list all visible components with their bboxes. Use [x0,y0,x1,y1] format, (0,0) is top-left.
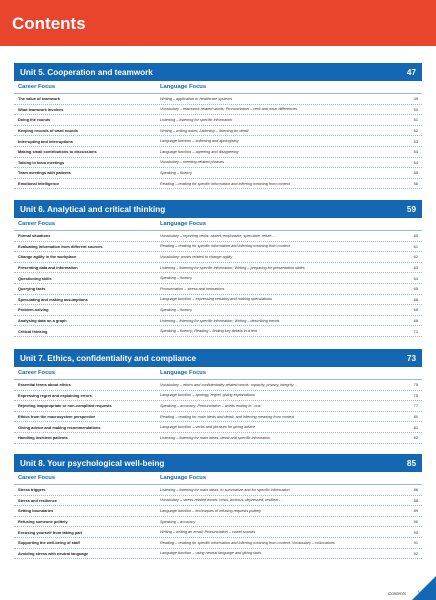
page-number-cell: 80 [413,414,418,420]
table-row [14,549,422,560]
table-row [14,231,422,242]
language-focus-cell: Listening – listening for main ideas, detail and specific information [160,435,271,440]
language-focus-cell: Language function – apology, regret, giving explanations [160,393,255,398]
career-focus-header: Career Focus [18,221,56,227]
page-number-cell: 75 [413,392,418,398]
language-focus-cell: Language function – using neutral language and giving facts [160,551,262,556]
career-focus-cell: Handling insistent patients [18,435,68,441]
table-row [14,496,422,507]
language-focus-cell: Speaking – fluency [160,307,193,312]
page-number-cell: 75 [413,382,418,388]
career-focus-cell: Avoiding stress with neutral language [18,550,89,556]
page-number-cell: 49 [413,96,418,102]
unit-title: Unit 5. Cooperation and teamwork [20,67,153,77]
career-focus-cell: Team meetings with patients [18,170,71,176]
unit-page-number: 73 [406,353,416,363]
career-focus-cell: Expressing regret and explaining errors [18,392,92,398]
career-focus-cell: Stress triggers [18,487,46,493]
language-focus-cell: Listening – listening for specific information; Writing – preparing for presentation slides [160,265,305,270]
career-focus-cell: Keeping records of ward rounds [18,128,78,134]
table-row [14,136,422,147]
language-focus-header: Language Focus [160,475,207,481]
page-number-cell: 55 [413,170,418,176]
language-focus-cell: Language function – agreeing and disagreeing [160,149,239,154]
language-focus-cell: Vocabulary – ethics and confidentiality-related words: capacity, privacy, integrity … [160,382,299,387]
table-row [14,115,422,126]
page-number-cell: 92 [413,550,418,556]
table-row [14,506,422,517]
career-focus-cell: Essential terms about ethics [18,382,71,388]
career-focus-cell: Critical thinking [18,328,48,334]
table-row [14,105,422,116]
page-number-cell: 64 [413,275,418,281]
language-focus-cell: Reading – reading for specific information and inferring meaning from context [160,244,290,249]
language-focus-cell: Speaking – accuracy; Pronunciation – words ending in '-ous' [160,403,262,408]
table-row [14,147,422,158]
career-focus-cell: Giving advice and making recommendations [18,424,101,430]
unit-title-bar [14,200,422,218]
unit-title: Unit 7. Ethics, confidentiality and compliance [20,353,197,363]
table-row [14,158,422,169]
page-number-cell: 54 [413,149,418,155]
page-number-cell: 71 [413,328,418,334]
career-focus-header: Career Focus [18,475,56,481]
career-focus-cell: Supporting the well-being of staff [18,540,80,546]
language-focus-cell: Speaking – accuracy [160,519,196,524]
career-focus-cell: Questioning skills [18,275,52,281]
page-number-cell: 68 [413,307,418,313]
language-focus-cell: Reading – reading for specific information and inferring meaning from context [160,181,290,186]
career-focus-cell: Querying facts [18,286,46,292]
career-focus-cell: Making small contributions to discussions [18,149,97,155]
table-row [14,252,422,263]
unit-section [14,200,422,337]
language-focus-cell: Speaking – fluency; Reading – finding key details in a text [160,329,258,334]
language-focus-cell: Vocabulary – teamwork-related words; Pronunciation – verb and noun differences [160,107,298,112]
corner-decoration [412,576,436,600]
page-number-cell: 53 [413,138,418,144]
table-row [14,538,422,549]
unit-page-number: 47 [406,67,416,77]
career-focus-header: Career Focus [18,84,56,90]
language-focus-cell: Vocabulary – meeting-related phrases [160,160,225,165]
page-footer [0,586,436,600]
page-number-cell: 91 [413,540,418,546]
career-focus-header: Career Focus [18,370,56,376]
footer-label: Contents [387,591,406,596]
language-focus-cell: Speaking – fluency [160,170,193,175]
table-row [14,284,422,295]
table-row [14,527,422,538]
career-focus-cell: Evaluating information from different sources [18,243,103,249]
career-focus-cell: Speculating and making assumptions [18,296,88,302]
career-focus-cell: What teamwork involves [18,106,64,112]
unit-page-number: 85 [406,458,416,468]
page-number-cell: 65 [413,286,418,292]
table-row [14,485,422,496]
language-focus-cell: Writing – writing notes; Listening – listening for detail [160,128,249,133]
page-number-cell: 62 [413,254,418,260]
unit-page-number: 59 [406,204,416,214]
unit-section [14,349,422,444]
language-focus-cell: Language function – softening and apologising [160,139,239,144]
career-focus-cell: Ethics from the macrosystem perspective [18,414,96,420]
career-focus-cell: Problem-solving [18,307,49,313]
table-row [14,94,422,105]
table-row [14,273,422,284]
page-number-cell: 66 [413,296,418,302]
career-focus-cell: Refusing someone politely [18,519,68,525]
language-focus-cell: Vocabulary – stress-related words: crisis, anxious, depressed, resilient … [160,498,284,503]
career-focus-cell: Presenting data and information [18,265,78,271]
language-focus-cell: Vocabulary – reporting verbs: assert, emphasise, speculate, refute … [160,233,277,238]
unit-title: Unit 8. Your psychological well-being [20,458,165,468]
language-focus-header: Language Focus [160,370,207,376]
page-number-cell: 89 [413,508,418,514]
career-focus-cell: Setting boundaries [18,508,54,514]
unit-title: Unit 6. Analytical and critical thinking [20,204,166,214]
career-focus-cell: Change agility in the workplace [18,254,77,260]
page-number-cell: 63 [413,265,418,271]
language-focus-cell: Language function – techniques of refusing requests politely [160,508,262,513]
language-focus-cell: Listening – listening for specific information; Writing – describing trends [160,318,280,323]
page-number-cell: 52 [413,128,418,134]
page-number-cell: 88 [413,497,418,503]
career-focus-cell: Excusing yourself from taking part [18,529,83,535]
table-row [14,517,422,528]
career-focus-cell: Formal situations [18,233,51,239]
table-row [14,380,422,391]
language-focus-cell: Listening – listening for specific information [160,117,233,122]
page-number-cell: 77 [413,403,418,409]
table-row [14,326,422,337]
language-focus-cell: Language function – expressing certainty and making speculations [160,297,273,302]
page-number-cell: 56 [413,181,418,187]
language-focus-cell: Pronunciation – stress and intonations [160,286,225,291]
page-number-cell: 90 [413,519,418,525]
career-focus-cell: Interrupting and interruptions [18,138,73,144]
career-focus-cell: Stress and resilience [18,497,57,503]
career-focus-cell: The value of teamwork [18,96,60,102]
unit-title-bar [14,63,422,81]
table-row [14,305,422,316]
unit-section [14,454,422,559]
page-number-cell: 54 [413,159,418,165]
page-number-cell: 90 [413,529,418,535]
column-headers [14,472,422,485]
language-focus-header: Language Focus [160,221,207,227]
table-row [14,422,422,433]
page-number-cell: 68 [413,318,418,324]
language-focus-header: Language Focus [160,84,207,90]
table-row [14,401,422,412]
footer-page-number: V [417,591,422,597]
unit-title-bar [14,349,422,367]
unit-title-bar [14,454,422,472]
table-row [14,126,422,137]
table-row [14,263,422,274]
language-focus-cell: Vocabulary: words related to change agility [160,254,233,259]
table-row [14,168,422,179]
language-focus-cell: Language function – verbs and phrases for giving advice [160,425,256,430]
page-number-cell: 60 [413,233,418,239]
page-number-cell: 50 [413,106,418,112]
table-row [14,391,422,402]
table-row [14,242,422,253]
career-focus-cell: Emotional intelligence [18,181,60,187]
page-number-cell: 82 [413,435,418,441]
table-row [14,316,422,327]
column-headers [14,367,422,380]
career-focus-cell: Analysing data on a graph [18,318,67,324]
table-row [14,412,422,423]
career-focus-cell: Talking in team meetings [18,159,65,165]
table-row [14,295,422,306]
page-number-cell: 61 [413,243,418,249]
table-row [14,433,422,444]
career-focus-cell: Doing the rounds [18,117,51,123]
page-number-cell: 51 [413,117,418,123]
language-focus-cell: Listening – listening for main ideas, to summarize and for specific information [160,487,290,492]
language-focus-cell: Reading – reading for specific information and inferring meaning from context; Vocabulary – collocations [160,540,335,545]
column-headers [14,81,422,94]
language-focus-cell: Writing – application to healthcare systems [160,96,233,101]
page-number-cell: 81 [413,424,418,430]
page-title: Contents [12,14,86,33]
page-number-cell: 86 [413,487,418,493]
career-focus-cell: Rejecting inappropriate or non-compliant requests [18,403,112,409]
unit-section [14,63,422,189]
table-row [14,179,422,190]
column-headers [14,218,422,231]
language-focus-cell: Writing – writing an email; Pronunciation – vowel sounds [160,530,255,535]
language-focus-cell: Speaking – fluency [160,276,193,281]
contents-header [0,0,436,46]
language-focus-cell: Reading – reading for main ideas and detail, and inferring meaning from context [160,414,295,419]
